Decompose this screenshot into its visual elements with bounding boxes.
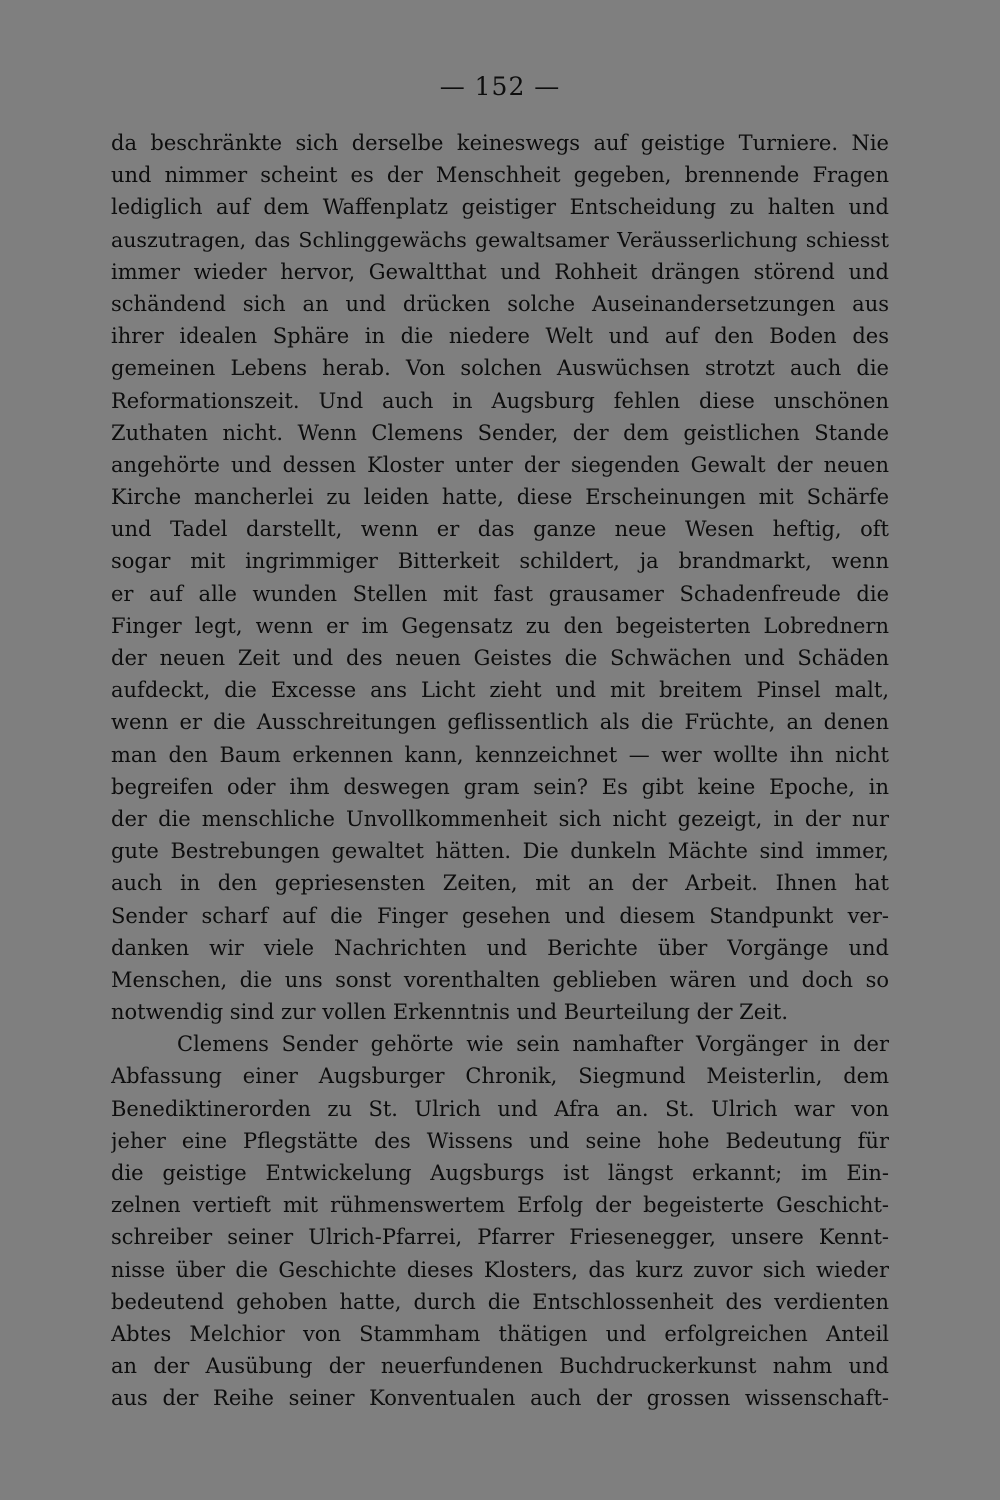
text-line: schändend sich an und drücken solche Auseinandersetzungen aus <box>111 291 889 316</box>
text-line: Finger legt, wenn er im Gegensatz zu den begeisterten Lobrednern <box>111 613 889 638</box>
text-line: jeher eine Pflegstätte des Wissens und seine hohe Bedeutung für <box>111 1128 889 1153</box>
text-line: schreiber seiner Ulrich-Pfarrei, Pfarrer Friesenegger, unsere Kennt- <box>111 1225 889 1250</box>
text-line: Reformationszeit. Und auch in Augsburg fehlen diese unschönen <box>111 388 889 413</box>
text-line: die geistige Entwickelung Augsburgs ist längst erkannt; im Ein- <box>111 1161 889 1185</box>
text-line: Abtes Melchior von Stammham thätigen und erfolgreichen Anteil <box>111 1321 889 1346</box>
paragraph-start-line: Clemens Sender gehörte wie sein namhafter Vorgänger in der <box>177 1032 889 1057</box>
text-line: wenn er die Ausschreitungen geflissentlich als die Früchte, an denen <box>111 710 889 735</box>
text-line: ihrer idealen Sphäre in die niedere Welt und auf den Boden des <box>111 324 889 349</box>
text-line: gute Bestrebungen gewaltet hätten. Die dunkeln Mächte sind immer, <box>111 839 889 864</box>
text-line: aufdeckt, die Excesse ans Licht zieht und mit breitem Pinsel malt, <box>111 678 889 703</box>
text-line: und Tadel darstellt, wenn er das ganze neue Wesen heftig, oft <box>111 517 889 542</box>
text-line: gemeinen Lebens herab. Von solchen Auswüchsen strotzt auch die <box>111 356 889 381</box>
text-line: danken wir viele Nachrichten und Berichte über Vorgänge und <box>111 935 889 960</box>
text-line: und nimmer scheint es der Menschheit gegeben, brennende Fragen <box>111 163 889 188</box>
text-line: Kirche mancherlei zu leiden hatte, diese Erscheinungen mit Schärfe <box>111 485 889 510</box>
text-line: der neuen Zeit und des neuen Geistes die Schwächen und Schäden <box>111 646 889 670</box>
text-line: man den Baum erkennen kann, kennzeichnet — wer wollte ihn nicht <box>111 742 889 767</box>
page-number: — 152 — <box>439 72 561 101</box>
text-line: der die menschliche Unvollkommenheit sich nicht gezeigt, in der nur <box>111 806 889 831</box>
text-line: begreifen oder ihm deswegen gram sein? Es gibt keine Epoche, in <box>111 774 889 799</box>
text-line: aus der Reihe seiner Konventualen auch der grossen wissenschaft- <box>111 1386 889 1411</box>
text-line: zelnen vertieft mit rühmenswertem Erfolg der begeisterte Geschicht- <box>111 1193 889 1218</box>
text-line: an der Ausübung der neuerfundenen Buchdruckerkunst nahm und <box>111 1354 889 1379</box>
text-line: er auf alle wunden Stellen mit fast grausamer Schadenfreude die <box>111 581 889 606</box>
text-line: angehörte und dessen Kloster unter der siegenden Gewalt der neuen <box>111 452 889 477</box>
text-line: Sender scharf auf die Finger gesehen und diesem Standpunkt ver- <box>111 903 889 928</box>
text-line: auch in den gepriesensten Zeiten, mit an der Arbeit. Ihnen hat <box>111 871 889 896</box>
text-line: Benediktinerorden zu St. Ulrich und Afra an. St. Ulrich war von <box>111 1096 889 1121</box>
text-line: auszutragen, das Schlinggewächs gewaltsamer Veräusserlichung schiesst <box>111 227 889 252</box>
text-line: lediglich auf dem Waffenplatz geistiger Entscheidung zu halten und <box>111 195 889 220</box>
text-line: sogar mit ingrimmiger Bitterkeit schildert, ja brandmarkt, wenn <box>111 549 889 574</box>
text-line: Zuthaten nicht. Wenn Clemens Sender, der dem geistlichen Stande <box>111 420 889 445</box>
text-line: immer wieder hervor, Gewaltthat und Rohheit drängen störend und <box>111 259 889 284</box>
text-line: Abfassung einer Augsburger Chronik, Siegmund Meisterlin, dem <box>111 1064 889 1089</box>
paragraph-end-line: notwendig sind zur vollen Erkenntnis und Beurteilung der Zeit. <box>111 1000 789 1025</box>
text-line: da beschränkte sich derselbe keineswegs auf geistige Turniere. Nie <box>111 131 889 155</box>
text-line: bedeutend gehoben hatte, durch die Entschlossenheit des verdienten <box>111 1289 889 1314</box>
text-line: nisse über die Geschichte dieses Klosters, das kurz zuvor sich wieder <box>111 1257 889 1282</box>
body-text <box>111 127 889 1415</box>
text-line: Menschen, die uns sonst vorenthalten geblieben wären und doch so <box>111 967 889 992</box>
